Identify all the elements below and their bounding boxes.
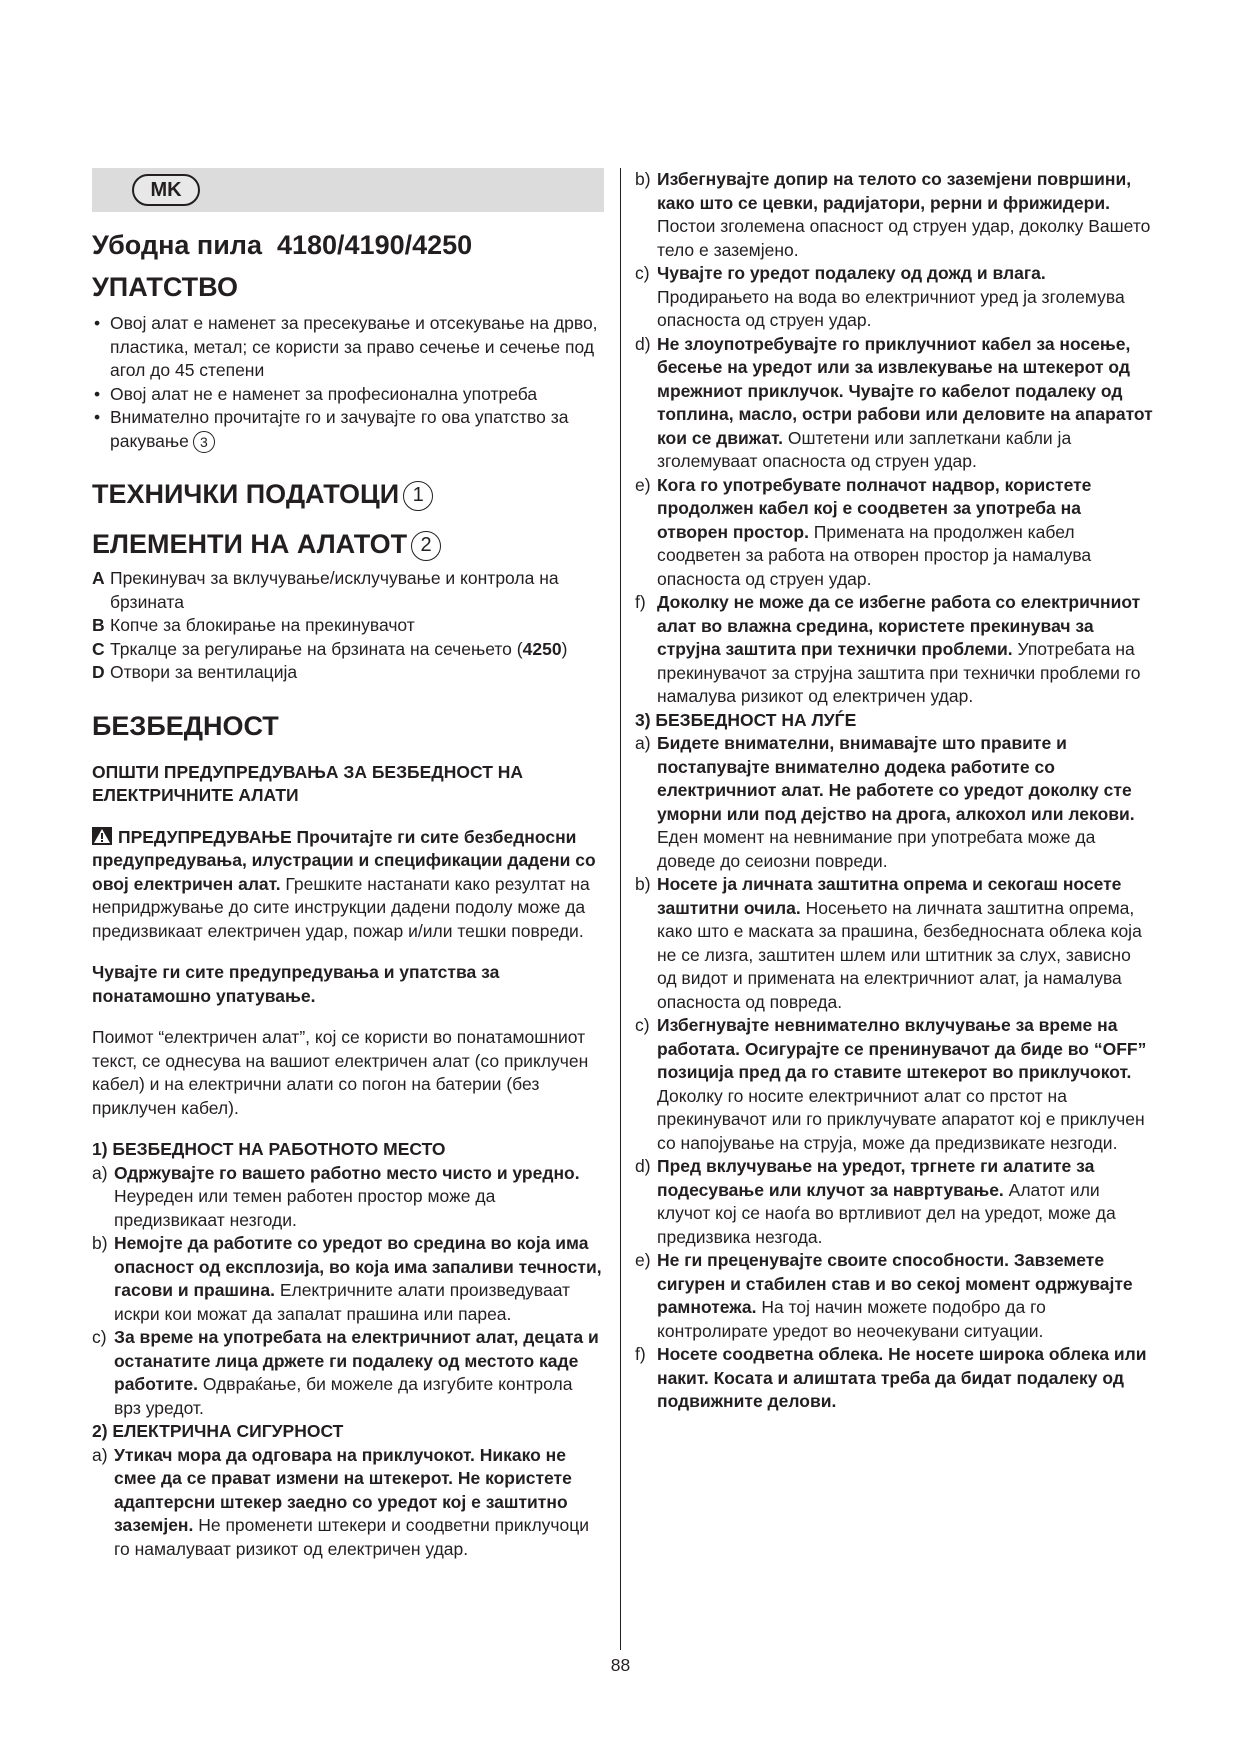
electrical-a-text: Не променети штекери и соодветни приклучоци го намалуваат ризикот од електричен удар. [114, 1515, 590, 1559]
tech-data-heading: ТЕХНИЧКИ ПОДАТОЦИ 1 [92, 477, 604, 511]
list-item: • Овој алат не е наменет за професионална употреба [92, 383, 604, 407]
page-number: 88 [610, 1655, 631, 1675]
list-item: • Овој алат е наменет за пресекување и отсекување на дрво, пластика, метал; се користи за право сечење и сечење под агол до 45 степени [92, 312, 604, 383]
document-title: Убодна пила 4180/4190/4250 [92, 230, 473, 260]
list-item: e) Не ги преценувајте своите способности. Завземете сигурен и стабилен став и во секој момент одржувајте рамнотежа. На тој начин можете подобро да го контролирате уредот во неочекувани ситуации. [635, 1250, 1133, 1341]
list-item: d) Пред вклучување на уредот, тргнете ги алатите за подесување или клучот за навртување. Алатот или клучот кој се наоѓа во вртливиот дел на уредот, може да предизвика незгода. [635, 1156, 1116, 1247]
list-item: D Отвори за вентилација [92, 662, 298, 682]
language-bar [92, 168, 604, 212]
figure-ref-3: 3 [193, 431, 215, 453]
list-item: b) Носете ја личната заштитна опрема и секогаш носете заштитни очила. Носењето на личната заштитна опрема, како што е маската за прашина, безбедносната облека која не се лизга, заштитен шлем или штитник за слух, зависно од видот и примената на електричниот алат, ја намалува опасноста од повреда. [635, 874, 1142, 1012]
list-item: d) Не злоупотребувајте го приклучниот кабел за носење, бесење на уредот или за извлекување на штекерот од мрежниот приклучок. Чувајте го кабелот подалеку од топлина, масло, остри рабови или деловите на апаратот кои се движат. Оштетени или заплеткани кабли ја зголемуваат опасноста од струен удар. [635, 333, 1153, 471]
list-item: a) Утикач мора да одговара на приклучокот. Никако не смее да се прават измени на штекерот. Не користете адаптерсни штекер заедно со уредот кој е заштитно заземјен. Не променети штекери и соодветни приклучоци го намалуваат ризикот од електричен удар. [92, 1444, 590, 1559]
work-area-heading: 1) БЕЗБЕДНОСТ НА РАБОТНОТО МЕСТО [92, 1139, 446, 1159]
list-item: a) Одржувајте го вашето работно место чисто и уредно. Неуреден или темен работен простор може да предизвикаат незгоди. [92, 1162, 580, 1230]
warning-paragraph: ПРЕДУПРЕДУВАЊЕ Прочитајте ги сите безбедносни предупредувања, илустрации и спецификации дадени со овој електричен алат. Грешките настанати како резултат на непридржување до сите инструкции дадени подолу може да предизвикаат електричен удар, пожар и/или тешки повреди. [92, 826, 596, 941]
list-item: b) Избегнувајте допир на телото со заземјени површини, како што се цевки, радијатори, рерни и фрижидери. Постои зголемена опасност од струен удар, доколку Вашето тело е заземјено. [635, 169, 1151, 260]
list-item: c) Избегнувајте невнимателно вклучување за време на работата. Осигурајте се пренинувачот да биде во “OFF” позиција пред да го ставите штекерот во приклучокот. Доколку го носите електричниот алат со прстот на прекинувачот или го приклучувате апаратот кој е приклучен со напојување на струја, може да предизвикате незгоди. [635, 1015, 1147, 1153]
list-item: B Копче за блокирање на прекинувачот [92, 615, 415, 635]
electrical-list-start [92, 1444, 604, 1562]
figure-ref-2: 2 [411, 531, 441, 561]
personal-safety-list [635, 732, 1155, 1414]
figure-ref-1: 1 [403, 481, 433, 511]
manual-heading: УПАТСТВО [92, 272, 238, 302]
personal-safety-heading: 3) БЕЗБЕДНОСТ НА ЛУЃЕ [635, 709, 857, 730]
tool-elements-list [92, 567, 604, 685]
work-area-list [92, 1162, 604, 1421]
list-item: b) Немојте да работите со уредот во средина во која има опасност од експлозија, во која има запаливи течности, гасови и прашина. Електричните алати произведуваат искри кои можат да запалат прашина или пареа. [92, 1233, 602, 1324]
right-column [635, 168, 1155, 1414]
electrical-list [635, 168, 1155, 709]
left-column [92, 168, 604, 1561]
tool-elements-heading: ЕЛЕМЕНТИ НА АЛАТОТ 2 [92, 527, 604, 561]
list-item: f) Доколку не може да се избегне работа со електричниот алат во влажна средина, користете прекинувач за струјна заштита при технички проблеми. Употребата на прекинувачот за струјна заштита при технички проблеми го намалува ризикот од електричен удар. [635, 592, 1141, 706]
general-warnings-heading: ОПШТИ ПРЕДУПРЕДУВАЊА ЗА БЕЗБЕДНОСТ НА ЕЛЕКТРИЧНИТЕ АЛАТИ [92, 761, 524, 805]
list-item: e) Кога го употребувате полначот надвор, користете продолжен кабел кој е соодветен за употреба на отворен простор. Примената на продолжен кабел соодветен за работа на отворен простор ја намалува опасноста од струен удар. [635, 474, 1092, 589]
electrical-heading: 2) ЕЛЕКТРИЧНА СИГУРНОСТ [92, 1421, 344, 1441]
keep-instructions: Чувајте ги сите предупредувања и упатства за понатамошно упатување. [92, 962, 500, 1006]
warning-triangle-icon [92, 827, 112, 845]
intro-bullets [92, 312, 604, 453]
list-item: C Тркалце за регулирање на брзината на сечењето (4250) [92, 638, 568, 659]
list-item: a) Бидете внимателни, внимавајте што правите и постапувајте внимателно додека работите со електричниот алат. Не работете со уредот доколку сте уморни или под дејство на дрога, алкохол или лекови. Еден момент на невнимание при употребата може да доведе до сеиозни повреди. [635, 733, 1135, 871]
list-item: f) Носете соодветна облека. Не носете широка облека или накит. Косата и алиштата треба да бидат подалеку од подвижните делови. [635, 1344, 1147, 1411]
list-item: • Внимателно прочитајте го и зачувајте го ова упатство за ракување 3 [92, 406, 604, 453]
language-badge: MK [132, 174, 200, 206]
column-divider [620, 168, 621, 1650]
list-item: c) За време на употребата на електричниот алат, децата и останатите лица држете ги подалеку од местото каде работите. Одвраќање, би можеле да изгубите контрола врз уредот. [92, 1327, 599, 1418]
list-item: A Прекинувач за вклучување/исклучување и контрола на брзината [92, 568, 559, 612]
list-item: c) Чувајте го уредот подалеку од дожд и влага. Продирањето на вода во електричниот уред ја зголемува опасноста од струен удар. [635, 263, 1125, 330]
term-paragraph: Поимот “електричен алат”, кој се користи во понатамошниот текст, се однесува на вашиот електричен алат (со приклучен кабел) и на електрични алати со погон на батерии (без приклучен кабел). [92, 1027, 589, 1118]
safety-heading: БЕЗБЕДНОСТ [92, 710, 279, 741]
